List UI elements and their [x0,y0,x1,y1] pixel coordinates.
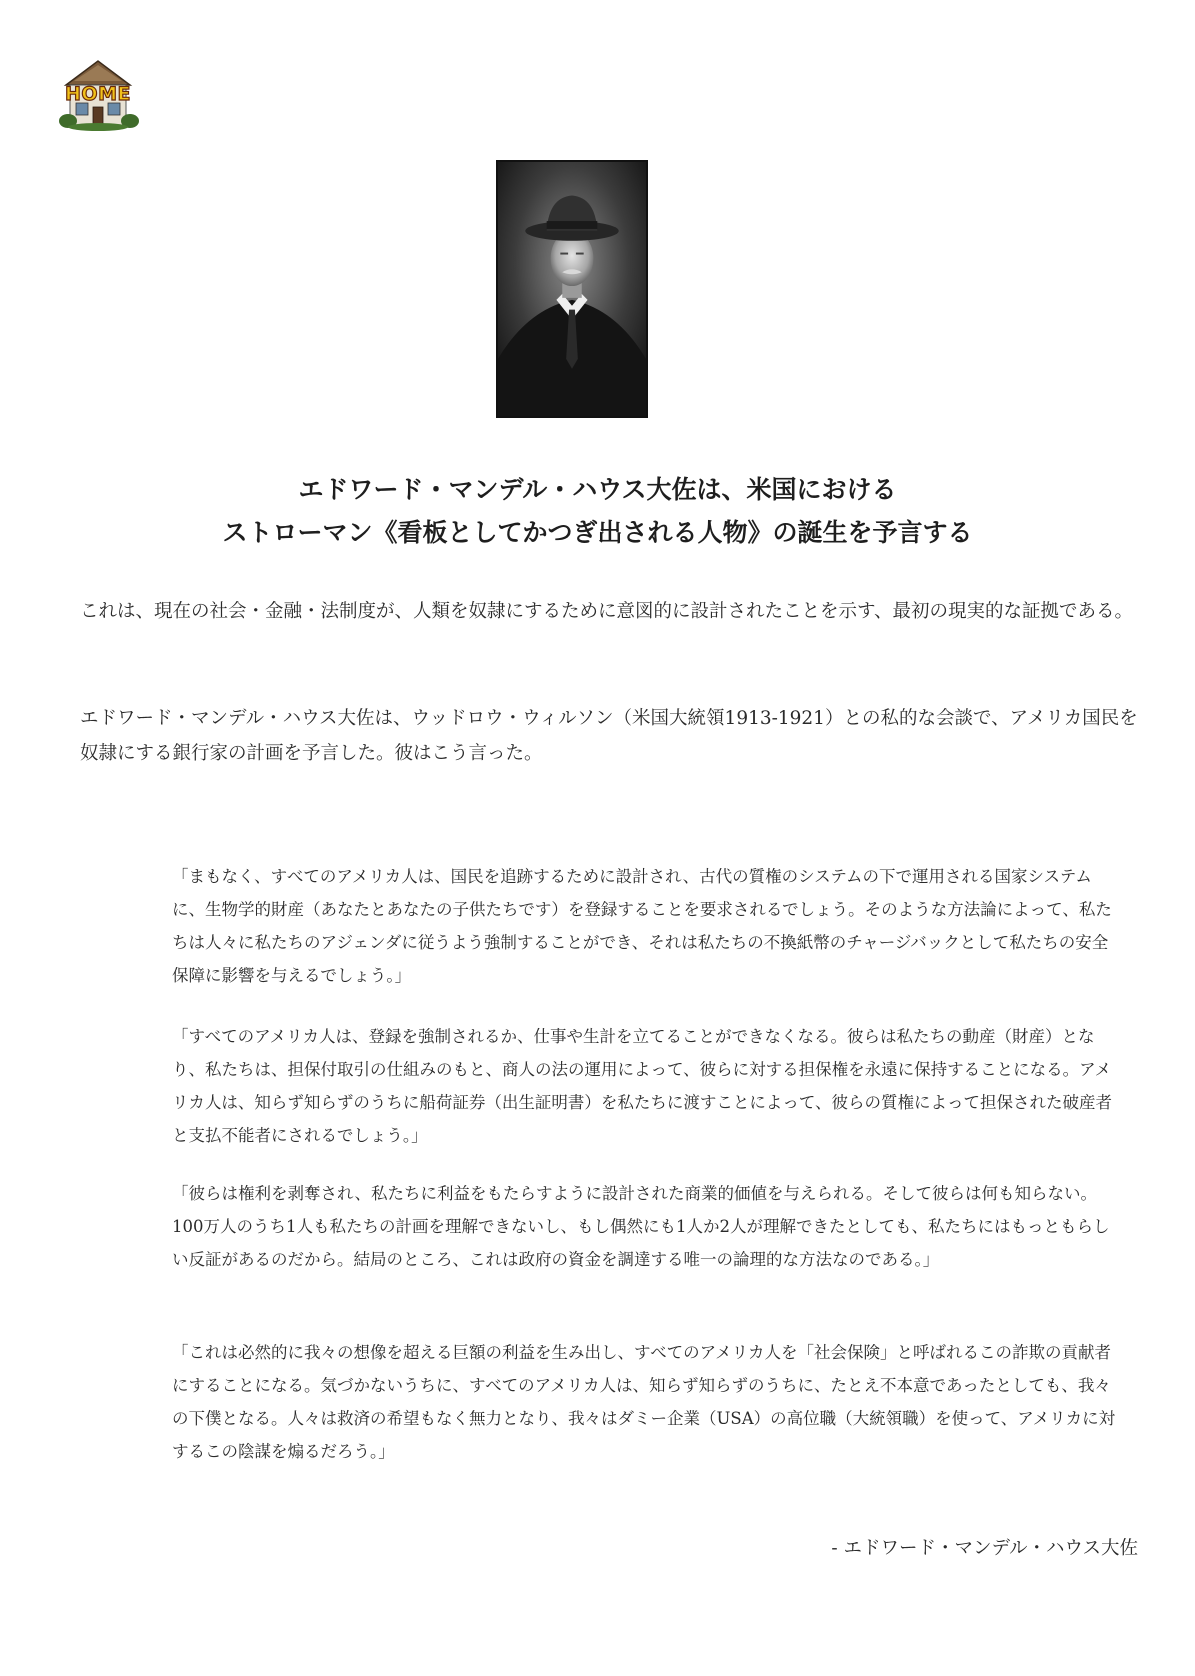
quote-paragraph: 「まもなく、すべてのアメリカ人は、国民を追跡するために設計され、古代の質権のシステムの下で運用される国家システムに、生物学的財産（あなたとあなたの子供たちです）を登録することを要求されるでしょう。そのような方法論によって、私たちは人々に私たちのアジェンダに従うよう強制することができ、それは私たちの不換紙幣のチャージバックとして私たちの安全保障に影響を与えるでしょう。」 [172,867,1112,985]
intro-paragraph: これは、現在の社会・金融・法制度が、人類を奴隷にするために意図的に設計されたことを示す、最初の現実的な証拠である。 [80,601,1134,622]
page-title [0,468,1195,554]
quote-attribution: - エドワード・マンデル・ハウス大佐 [831,1538,1138,1559]
quote-paragraph: 「これは必然的に我々の想像を超える巨額の利益を生み出し、すべてのアメリカ人を「社会保険」と呼ばれるこの詐欺の貢献者にすることになる。気づかないうちに、すべてのアメリカ人は、知らず知らずのうちに、たとえ不本意であったとしても、我々の下僕となる。人々は救済の希望もなく無力となり、我々はダミー企業（USA）の高位職（大統領職）を使って、アメリカに対するこの陰謀を煽るだろう。」 [172,1343,1116,1461]
intro-paragraph: エドワード・マンデル・ハウス大佐は、ウッドロウ・ウィルソン（米国大統領1913-1921）との私的な会談で、アメリカ国民を奴隷にする銀行家の計画を予言した。彼はこう言った。 [80,708,1138,764]
quote-paragraph: 「彼らは権利を剥奪され、私たちに利益をもたらすように設計された商業的価値を与えられる。そして彼らは何も知らない。100万人のうち1人も私たちの計画を理解できないし、もし偶然にも1人か2人が理解できたとしても、私たちにはもっともらしい反証があるのだから。結局のところ、これは政府の資金を調達する唯一の論理的な方法なのである。」 [172,1184,1110,1269]
portrait-image [498,162,646,416]
portrait-photo [496,160,648,418]
home-label: HOME [65,83,131,105]
title-line-2: ストローマン《看板としてかつぎ出される人物》の誕生を予言する [222,518,973,547]
title-line-1: エドワード・マンデル・ハウス大佐は、米国における [298,475,897,504]
home-button[interactable] [56,55,140,133]
quote-paragraph: 「すべてのアメリカ人は、登録を強制されるか、仕事や生計を立てることができなくなる。彼らは私たちの動産（財産）となり、私たちは、担保付取引の仕組みのもと、商人の法の運用によって、彼らに対する担保権を永遠に保持することになる。アメリカ人は、知らず知らずのうちに船荷証券（出生証明書）を私たちに渡すことによって、彼らの質権によって担保された破産者と支払不能者にされるでしょう。」 [172,1027,1113,1145]
